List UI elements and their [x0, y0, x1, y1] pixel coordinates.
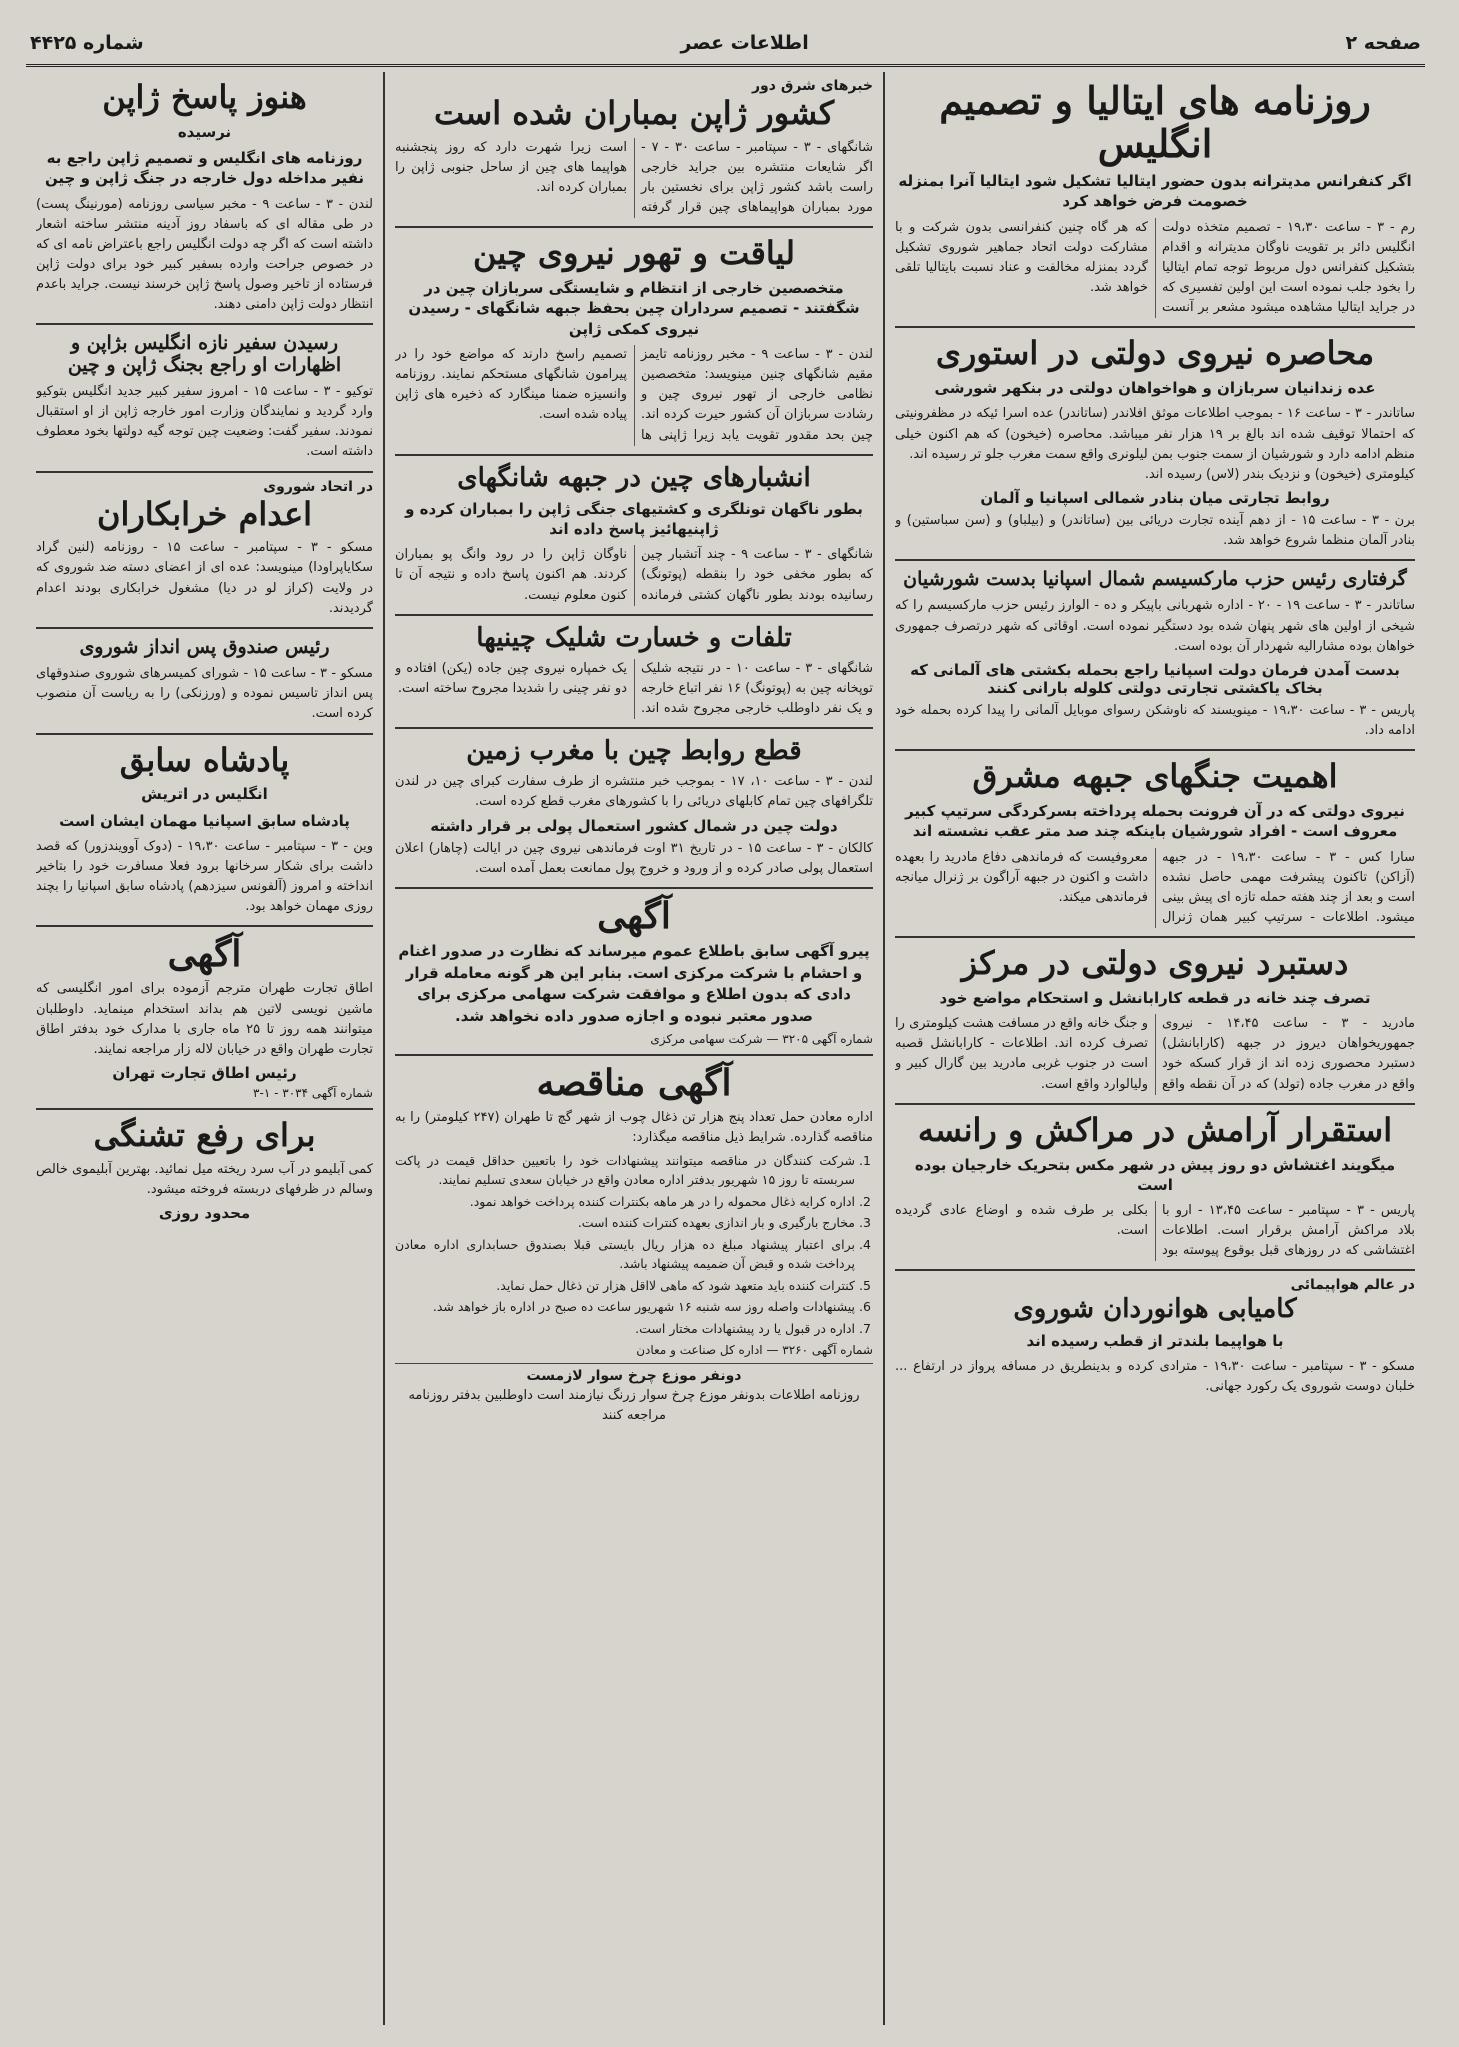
- article-body: مسکو - ۳ - سپتامبر - ساعت ۱۵ - روزنامه (لنین گراد سکایاپراودا) مینویسد: عده ای از اعضای دسته ضد شوروی که در ولایت (کراز لو در دیا) مشغول خرابکاری بودند اعدام گردیدند.: [36, 540, 373, 616]
- section-label: در اتحاد شوروی: [263, 478, 373, 495]
- article-saboteurs: [36, 473, 373, 629]
- column-left: [26, 72, 385, 2025]
- article-body: ساتاندر - ۳ - ساعت ۱۹ - ۲۰ - اداره شهربانی باپیکر و ده - الوارز رئیس حزب مارکسیسم را که شیخی از اولین های شهر پنهان شده بود دستگیر نموده است. اوقاتی که شهر درتصرف جمهوری خواهان بوده مشارالیه شهردار آن بوده است.: [895, 598, 1415, 654]
- issue-number: شماره ۴۴۲۵: [30, 32, 144, 54]
- subheadline: متخصصین خارجی از انتظام و شایستگی سربازان چین در شگفتند - تصمیم سرداران چین بحفظ جبهه شانگهای - رسیدن نیروی کمکی ژاپن: [408, 279, 860, 338]
- subheadline-2: روزنامه های انگلیس و تصمیم ژاپن راجع به نفیر مداخله دول خارجه در جنگ ژاپن و چین: [44, 149, 365, 188]
- headline: محاصره نیروی دولتی در استوری: [935, 334, 1375, 373]
- subheadline-2: پادشاه سابق اسپانیا مهمان ایشان است: [59, 811, 350, 830]
- article-shanghai-batteries: [395, 456, 873, 616]
- ad-thirst: [36, 1110, 373, 1234]
- list-item: 4. برای اعتبار پیشنهاد مبلغ ده هزار ریال بایستی قبلا بصندوق حسابداری اداره معادن پرداخت شده و قبض آن ضمیمه پیشنهاد باشد.: [395, 1236, 855, 1274]
- ad-signature: رئیس اطاق تجارت تهران: [112, 1064, 297, 1083]
- list-item: 2. اداره کرایه ذغال محموله را در هر ماهه بکنترات کننده پرداخت خواهد نمود.: [395, 1193, 855, 1212]
- ad-headline: آگهی: [597, 894, 671, 937]
- column-right: [885, 72, 1425, 2025]
- headline: کامیابی هوانوردان شوروی: [1013, 1294, 1297, 1325]
- list-item: 1. شرکت کنندگان در مناقصه میتوانند پیشنهادات خود را باتعیین حداقل قیمت در پاکت سربسته تا روز ۱۵ شهریور بدفتر اداره معادن واقع در خیابان سعدی تسلیم نمایند.: [395, 1152, 855, 1190]
- article-body: لندن - ۳ - ساعت ۹ - مخبر سیاسی روزنامه (مورنینگ پست) در طی مقاله ای که باسفاد روز آدینه منتشر ساخته اشعار داشته است که اگر چه دولت انگلیس راجع باعتراض نامه ای که در خصوص جراحت وارده بسفیر کبیر خود برای دولت ژاپن فرستاده از تاخیر وصول پاسخ ژاپن خرسند نیست. جراید باعدم انتظار دولت ژاپن دامنی دهند.: [36, 196, 373, 313]
- article-eastern-front: [895, 751, 1415, 938]
- subheadline: تصرف چند خانه در قطعه کارابانشل و استحکام مواضع خود: [939, 988, 1371, 1007]
- inner-headline: دولت چین در شمال کشور استعمال پولی بر قرار داشته: [430, 816, 838, 835]
- ad-text: اطاق تجارت طهران مترجم آزموده برای امور انگلیسی که ماشین نویسی لاتین هم بداند استخدام مینماید. داوطلبان میتوانند همه روز تا ۲۵ ماه جاری با مدارک خود بدفتر اطاق تجارت طهران واقع در خیابان لاله زار مراجعه نمایند.: [36, 981, 373, 1057]
- article-body-continued: کیلومتری (خیخون) و نزدیک بندر (لاس) رسیده اند.: [1144, 466, 1415, 482]
- ad-footer: شماره آگهی ۳۲۶۰ — اداره کل صناعت و معادن: [636, 1342, 873, 1357]
- article-savings-bank: [36, 629, 373, 735]
- ad-footer: شماره آگهی ۳۲۰۵ — شرکت سهامی مرکزی: [650, 1031, 873, 1046]
- columns: [26, 72, 1425, 2025]
- headline: انشبارهای چین در جبهه شانگهای: [457, 462, 811, 493]
- article-central-raid: [895, 938, 1415, 1105]
- article-body: مسکو - ۳ - سپتامبر - ساعت ۱۹،۳۰ - مترادی کرده و بدینطریق در مسافه پرواز در ارتفاع ... خلبان دوست شوروی یک رکورد جهانی.: [895, 1358, 1415, 1394]
- subheadline: با هواپیما بلندتر از قطب رسیده اند: [1026, 1331, 1284, 1350]
- list-item: 7. اداره در قبول یا رد پیشنهادات مختار است.: [395, 1320, 855, 1339]
- list-item: 6. پیشنهادات واصله روز سه شنبه ۱۶ شهریور ساعت ده صبح در اداره باز خواهد شد.: [395, 1298, 855, 1317]
- headline: اعدام خرابکاران: [96, 494, 313, 533]
- headline: روزنامه های ایتالیا و تصمیم انگلیس: [939, 78, 1371, 166]
- ad-headline: آگهی: [167, 933, 242, 976]
- subheadline: میگویند اغتشاش دو روز پیش در شهر مکس بتحریک خارجیان بوده است: [914, 1155, 1396, 1194]
- article-body: سارا کس - ۳ - ساعت ۱۹،۳۰ - در جبهه (آزاکن) تاکنون پیشرفت مهمی حاصل نشده است و بعد از چند هفته حمله تازه ای پیش بینی میشود. اطلاعات - سرتیپ کبیر همان ژنرال معروفیست که فرماندهی دفاع مادرید را بعهده داشت و اکنون در جبهه آراگون بر ژنرال میانجه فرماندهی میکند.: [895, 849, 1415, 925]
- article-casualties: [395, 616, 873, 730]
- article-body: شانگهای - ۳ - ساعت ۱۰ - در نتیجه شلیک توپخانه چین به (پوتونگ) ۱۶ نفر اتباع خارجه و یک نفر داوطلب خارجی مجروح شده اند. یک خمپاره نیروی چین جاده (یکن) افتاده و دو نفر چینی را شدیدا مجروح ساخته است.: [395, 660, 873, 717]
- inner-headline: روابط تجارتی میان بنادر شمالی اسپانیا و آلمان: [980, 488, 1330, 507]
- inner-body: پاریس - ۳ - ساعت ۱۹،۳۰ - مینویسند که ناوشکن رسوای موبایل آلمانی را پیدا کرده بحمله خود ادامه داد.: [895, 702, 1415, 739]
- headline: رسیدن سفیر نازه انگلیس بژاپن و اظهارات او راجع بجنگ ژاپن و چین: [67, 332, 342, 376]
- ad-intro: اداره معادن حمل تعداد پنج هزار تن ذغال چوب از شهر گچ تا طهران (۲۴۷ کیلومتر) را به مناقصه گذارده. شرایط ذیل مناقصه میگذارد:: [395, 1109, 873, 1146]
- headline: هنوز پاسخ ژاپن: [102, 78, 307, 116]
- ad-number: شماره آگهی ۳۰۳۴ - ۱-۳: [253, 1086, 373, 1101]
- article-soviet-aviators: [895, 1271, 1415, 1405]
- article-body: ساتاندر - ۳ - ساعت ۱۶ - بموجب اطلاعات موثق افلاندر (ساتاندر) عده اسرا ئیکه در مظفرونیتی که احتمالا توقیف شده اند بالغ بر ۱۹ هزار نفر میباشد. محاصره (خیخون) که هم اکنون خیلی منظم ادامه دارد و شورشیان از سمت جنوب بمن لیلونری واقع سمت مغرب جلو تر رسیده اند.: [895, 406, 1415, 462]
- ad-text: پیرو آگهی سابق باطلاع عموم میرساند که نظارت در صدور اغنام و احشام با شرکت مرکزی است. بنابر این هر گونه معامله قرار دادی که بدون اطلاع و موافقت شرکت سهامی مرکزی برای صدور معتبر نبوده و اجازه صدور داده نخواهد شد.: [398, 941, 870, 1026]
- list-item: 3. مخارج بارگیری و بار اندازی بعهده کنترات کننده است.: [395, 1214, 855, 1233]
- headline: گرفتاری رئیس حزب مارکسیسم شمال اسپانیا بدست شورشیان: [903, 568, 1407, 591]
- courier-ad-title: دونفر موزع چرخ سوار لازمست: [395, 1363, 873, 1384]
- headline: دستبرد نیروی دولتی در مرکز: [961, 944, 1349, 983]
- headline: پادشاه سابق: [119, 740, 290, 779]
- paper-name: اطلاعات عصر: [680, 32, 809, 54]
- subheadline: نرسیده: [177, 122, 232, 141]
- headline: برای رفع تشنگی: [93, 1116, 316, 1155]
- headline: لیاقت و تهور نیروی چین: [472, 234, 796, 273]
- inner-body: کالکان - ۳ - ساعت ۱۵ - در تاریخ ۳۱ اوت فرماندهی نیروی چین در ایالت (چاهار) اعلان استعمال پولی صادر کرده و از ورود و خروج پول ممانعت بعمل آمده است.: [395, 840, 873, 876]
- ad-chamber-commerce: [36, 927, 373, 1110]
- article-japan-reply: [36, 72, 373, 325]
- article-body: پاریس - ۳ - سپتامبر - ساعت ۱۳،۴۵ - ارو با بلاد مراکش آرامش برقرار است. اطلاعات اغتشاشی که در روزهای قبل بوقوع پیوسته بود بکلی بر طرف شده و اوضاع عادی گردیده است.: [895, 1203, 1415, 1259]
- article-former-king: [36, 735, 373, 928]
- article-body: شانگهای - ۳ - ساعت ۹ - چند آتشبار چین که بطور مخفی خود را بنقطه (پوتونگ) رسانیده بودند بطور ناگهان کشتی فرمانده ناوگان ژاپن را در رود وانگ پو بمباران کردند. هم اکنون پاسخ داده و نتیجه آن تا کنون معلوم نیست.: [395, 547, 873, 603]
- ad-brand: محدود روزی: [158, 1204, 251, 1223]
- section-label: خبرهای شرق دور: [752, 78, 873, 94]
- ad-signature: شرکت سهامی مرکزی: [650, 1031, 763, 1046]
- article-body: وین - ۳ - سپتامبر - ساعت ۱۹،۳۰ - (دوک آوویندزور) که قصد داشت برای شکار سرخانها برود فعلا مسافرت خود را بتاخیر انداخته و امروز (آلفونس سیزدهم) پادشاه سابق اسپانیا را بچند روزی مهمان خواهد بود.: [36, 838, 373, 915]
- page-label: صفحه ۲: [1345, 32, 1421, 54]
- headline: استقرار آرامش در مراکش و رانسه: [917, 1110, 1393, 1149]
- courier-ad-text: روزنامه اطلاعات بدونفر موزع چرخ سوار زرنگ نیازمند است داوطلبین بدفتر روزنامه مراجعه کنند: [408, 1387, 860, 1424]
- article-china-cut-ties: [395, 729, 873, 889]
- headline: قطع روابط چین با مغرب زمین: [466, 736, 802, 767]
- inner-headline: بدست آمدن فرمان دولت اسپانیا راجع بحمله بکشتی های آلمانی که بخاک یاکشتی تجارتی دولتی کلوله بارانی کنند: [910, 660, 1400, 697]
- article-marxist-leader: [895, 561, 1415, 751]
- article-japan-bombed: [395, 72, 873, 228]
- article-body: مادرید - ۳ - ساعت ۱۴،۴۵ - نیروی جمهوریخواهان دیروز در جبهه (کارابانشل) دستبرد محصوری زده اند از قرار کسکه خود واقع در مغرب جاده (تولد) که در آن نقطه واقع و جنگ خانه واقع در مسافت هشت کیلومتری را تصرف کرده اند. اطلاعات - کارابانشل قصبه است در جنوب غربی مادرید بین گارال کبیر و ولیالوارد واقع است.: [895, 1016, 1415, 1092]
- ad-signature: اداره کل صناعت و معادن: [636, 1342, 763, 1357]
- masthead: [26, 28, 1425, 67]
- article-morocco-calm: [895, 1105, 1415, 1272]
- article-asturias-siege: [895, 328, 1415, 561]
- article-new-ambassador: [36, 325, 373, 472]
- subheadline: انگلیس در اتریش: [141, 785, 268, 804]
- subheadline: اگر کنفرانس مدیترانه بدون حضور ایتالیا تشکیل شود ایتالیا آنرا بمنزله خصومت فرض خواهد کرد: [898, 172, 1412, 211]
- headline: رئیس صندوق پس انداز شوروی: [79, 635, 330, 658]
- ad-tender: [395, 1056, 873, 1434]
- article-body: شانگهای - ۳ - سپتامبر - ساعت ۳۰ - ۷ - اگر شایعات منتشره بین جراید خارجی راست باشد کشور ژاپن برای نخستین بار مورد بمباران هواپیماهای چین قرار گرفته است زیرا شهرت دارد که روز پنجشنبه هواپیما های چین از ساحل جنوبی ژاپن را بمباران کرده اند.: [395, 139, 873, 216]
- article-body: رم - ۳ - ساعت ۱۹،۳۰ - تصمیم متخذه دولت انگلیس دائر بر تقویت ناوگان مدیترانه و اقدام بتشکیل کنفرانس دول مربوط توجه تمام ایتالیا را بخود جلب نموده است این اولین تفسیری که در جراید ایتالیا مشاهده میشود مشعر بر آنست که هر گاه چنین کنفرانسی بدون شرکت و با مشارکت دولت اتحاد جماهیر شوروی تشکیل گردد بمنزله مخالفت و عناد نسبت بایتالیا تلقی خواهد شد.: [895, 219, 1415, 316]
- ad-headline: آگهی مناقصه: [536, 1061, 732, 1104]
- inner-body: برن - ۳ - ساعت ۱۵ - از دهم آینده تجارت دریائی بین (ساتاندر) و (بیلباو) و (سن سباستین) و بنادر آلمان منظما شروع خواهد شد.: [895, 512, 1415, 549]
- subheadline: عده زندانیان سربازان و هواخواهان دولتی در بنکهر شورشی: [934, 379, 1376, 398]
- article-body: توکیو - ۳ - ساعت ۱۵ - امروز سفیر کبیر جدید انگلیس بتوکیو وارد گردید و نمایندگان وزارت امور خارجه ژاپن از او استقبال نمودند. سفیر گفت: وضعیت چین توجه گیه دولتها بخود معطوف داشته است.: [36, 383, 373, 460]
- article-china-forces: [395, 228, 873, 455]
- article-italy-england: [895, 72, 1415, 328]
- tender-conditions: [395, 1152, 873, 1339]
- ad-livestock: [395, 889, 873, 1056]
- column-middle: [385, 72, 885, 2025]
- subheadline: بطور ناگهان تونلگری و کشتیهای جنگی ژاپن را بمباران کرده و ژاپنیهائیز پاسخ داده اند: [405, 499, 863, 539]
- subheadline: نیروی دولتی که در آن فرونت بحمله پرداخته بسرکردگی سرتیپ کبیر معروف است - افراد شورشیان باینکه چند صد متر عقب نشسته اند: [905, 802, 1405, 841]
- ad-number: شماره آگهی ۳۲۰۵: [782, 1031, 873, 1046]
- article-body: لندن - ۳ - ساعت ۹ - مخبر روزنامه تایمز مقیم شانگهای چنین مینویسد: متخصصین نظامی خارجی از تهور نیروی چین و رشادت سربازان آن کشور حیرت کرده اند. چین بحد مقدور تقویت یابد زیرا ژاپنی ها تصمیم راسخ دارند که مواضع خود را در پیرامون شانگهای مستحکم نمایند. روزنامه وانسیزه ضمنا مینگارد که ذخیره های ژاپن پیاده شده است.: [395, 346, 873, 443]
- article-body: مسکو - ۳ - ساعت ۱۵ - شورای کمیسرهای شوروی صندوقهای پس انداز تاسیس نموده و (ورزنکی) را به ریاست آن منصوب کرده است.: [36, 666, 373, 722]
- headline: اهمیت جنگهای جبهه مشرق: [972, 757, 1338, 796]
- headline: تلفات و خسارت شلیک چینیها: [476, 622, 792, 653]
- headline: کشور ژاپن بمباران شده است: [433, 94, 835, 132]
- article-body: لندن - ۳ - ساعت ۱۰، ۱۷ - بموجب خبر منتشره از طرف سفارت کبرای چین در لندن تلگرافهای چین تمام کابلهای دریائی را با کشورهای مغرب قطع کرده است.: [395, 774, 873, 810]
- ad-text: کمی آبلیمو در آب سرد ریخته میل نمائید. بهترین آبلیموی خالص وسالم در ظرفهای دربسته فروخته میشود.: [36, 1161, 373, 1198]
- section-label: در عالم هواپیمائی: [1290, 1277, 1415, 1294]
- ad-number: شماره آگهی ۳۲۶۰: [782, 1342, 873, 1357]
- list-item: 5. کنترات کننده باید متعهد شود که ماهی لااقل هزار تن ذغال حمل نماید.: [395, 1277, 855, 1296]
